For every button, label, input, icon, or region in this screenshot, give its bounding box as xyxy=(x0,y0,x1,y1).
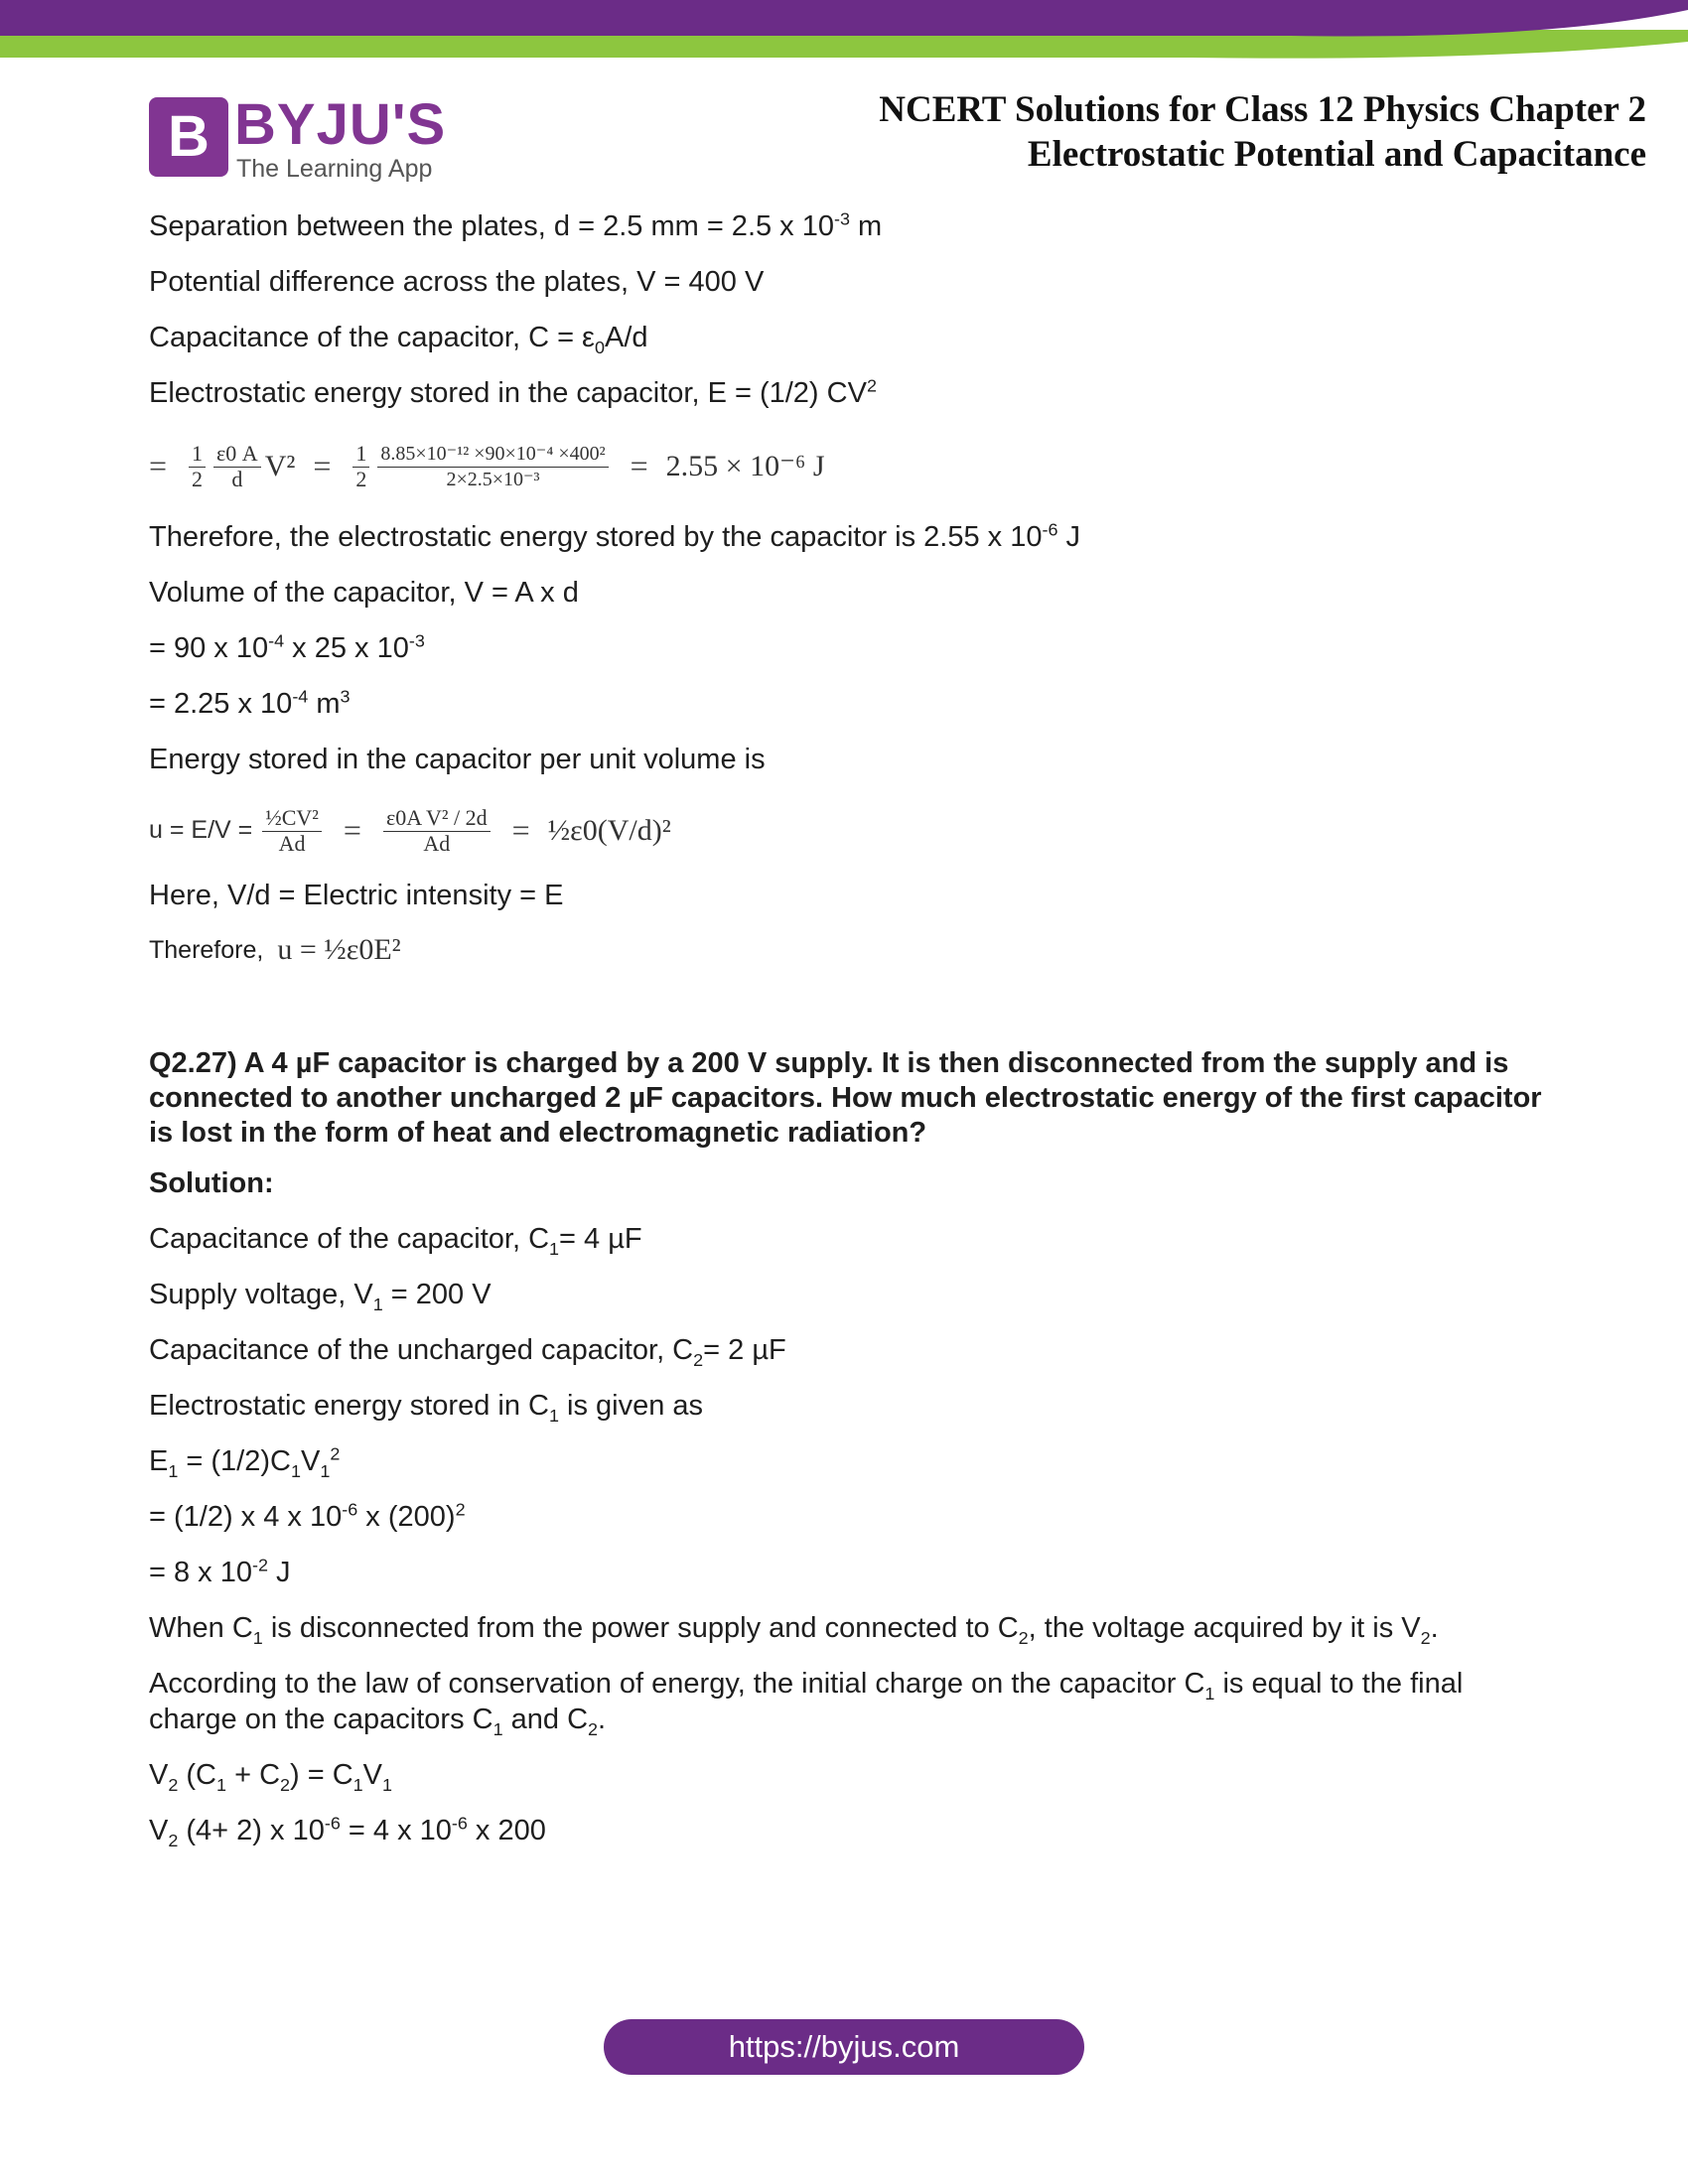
byjus-logo xyxy=(149,92,447,183)
page-header xyxy=(879,87,1646,177)
eq2-rhs-paren: (V/d)² xyxy=(597,813,671,847)
text-v1: Supply voltage, $V_1 = 200$ V xyxy=(149,1279,492,1314)
text-here: Here, V/d = Electric intensity = E xyxy=(149,880,564,911)
text-separation: Separation between the plates, d = 2.5 mm = 2.5 x $10^{-3}$ m xyxy=(149,208,883,242)
text-c2: Capacitance of the uncharged capacitor, $C_2= 2$ µF xyxy=(149,1334,786,1370)
eq-half: $\frac{1}{2}$ xyxy=(189,441,206,491)
text-eq-charge: $V_2$ $(C_1 + C_2) = C_1V_1$ xyxy=(149,1759,393,1795)
text-e1-calc: = (1/2) x 4 x $10^{-6}$ x $(200)^2$ xyxy=(149,1499,466,1533)
logo-wordmark: BYJU'S xyxy=(234,92,447,157)
eq3-expr: u = ½ε0E² xyxy=(277,933,401,966)
logo-badge xyxy=(149,97,228,177)
eq2-frac-1: $\frac{\text{½CV²}}{Ad}$ xyxy=(262,805,322,856)
footer-url-link[interactable]: https://byjus.com xyxy=(604,2019,1084,2075)
text-potential: Potential difference across the plates, V = 400 V xyxy=(149,266,765,298)
logo-letter: B xyxy=(168,104,210,169)
header-line-1: NCERT Solutions for Class 12 Physics Chapter 2 xyxy=(879,89,1646,130)
text-therefore-energy: Therefore, the electrostatic energy stored by the capacitor is 2.55 x $10^{-6}$ J xyxy=(149,519,1081,553)
top-banner xyxy=(0,0,1688,60)
eq3-label: Therefore, xyxy=(149,935,264,964)
document-body xyxy=(149,208,1559,1868)
text-eq-values: $V_2$ (4+ 2) x $10^{-6} = 4$ x $10^{-6}$ x 200 xyxy=(149,1813,546,1850)
text-e-stored: Electrostatic energy stored in $C_1$ is given as xyxy=(149,1390,704,1426)
text-e1-result: = 8 x $10^{-2}$ J xyxy=(149,1555,291,1588)
equation-u xyxy=(149,933,1559,967)
equation-energy: = $\frac{1}{2}$ $\frac{\varepsilon 0 A}{d}$ V² = $\frac{1}{2}$ $\frac{\text{8.85×10⁻¹² ×90×10⁻⁴ ×400²}}{\text{2×2.5×10⁻³}}$ = 2.55 × 10⁻⁶ J xyxy=(149,441,825,491)
eq2-rhs-coef: ½ε0 xyxy=(547,813,598,847)
text-per-volume: Energy stored in the capacitor per unit volume is xyxy=(149,744,766,775)
text-volume-result: = 2.25 x $10^{-4}$ $m^3$ xyxy=(149,686,351,720)
eq2-frac-2: $\frac{\text{ε0A V² / 2d}}{Ad}$ xyxy=(383,805,491,856)
text-law: According to the law of conservation of energy, the initial charge on the capacitor $C_1$ is equal to the final charge on the capacitors $C_1$ and $C_2$. xyxy=(149,1668,1464,1739)
solution-label: Solution: xyxy=(149,1167,274,1199)
logo-tagline: The Learning App xyxy=(236,155,433,183)
eq-v-squared: V² xyxy=(264,449,296,482)
eq-values-frac: $\frac{\text{8.85×10⁻¹² ×90×10⁻⁴ ×400²}}{\text{2×2.5×10⁻³}}$ xyxy=(377,441,608,491)
header-line-2: Electrostatic Potential and Capacitance xyxy=(1027,134,1646,175)
equation-energy-density: u = E/V = $\frac{\text{½CV²}}{Ad}$ = $\frac{\text{ε0A V² / 2d}}{Ad}$ = ½ε0 (V/d)² xyxy=(149,805,671,856)
text-capacitance: Capacitance of the capacitor, $C = \varepsilon_0A/d$ xyxy=(149,322,648,357)
eq-eps-frac: $\frac{\varepsilon 0 A}{d}$ xyxy=(213,441,261,491)
text-c1: Capacitance of the capacitor, $C_1= 4$ µF xyxy=(149,1223,642,1259)
eq-result: 2.55 × 10⁻⁶ J xyxy=(665,450,825,482)
question-text: Q2.27) A 4 µF capacitor is charged by a 200 V supply. It is then disconnected from the supply and is connected to another uncharged 2 µF capacitors. How much electrostatic energy of the first capacitor is lost in the form of heat and electromagnetic radiation? xyxy=(149,1047,1542,1149)
text-energy: Electrostatic energy stored in the capacitor, E = (1/2) $CV^2$ xyxy=(149,375,877,409)
text-volume: Volume of the capacitor, V = A x d xyxy=(149,577,579,609)
text-e1-formula: $E_1 = (1/2)C_1V_1^2$ xyxy=(149,1443,341,1481)
eq-half-2: $\frac{1}{2}$ xyxy=(352,441,369,491)
text-when: When $C_1$ is disconnected from the power supply and connected to $C_2$, the voltage acquired by it is $V_2$. xyxy=(149,1612,1439,1648)
eq2-lhs: u = E/V = xyxy=(149,816,253,844)
text-volume-calc: = 90 x $10^{-4}$ x 25 x $10^{-3}$ xyxy=(149,630,425,664)
